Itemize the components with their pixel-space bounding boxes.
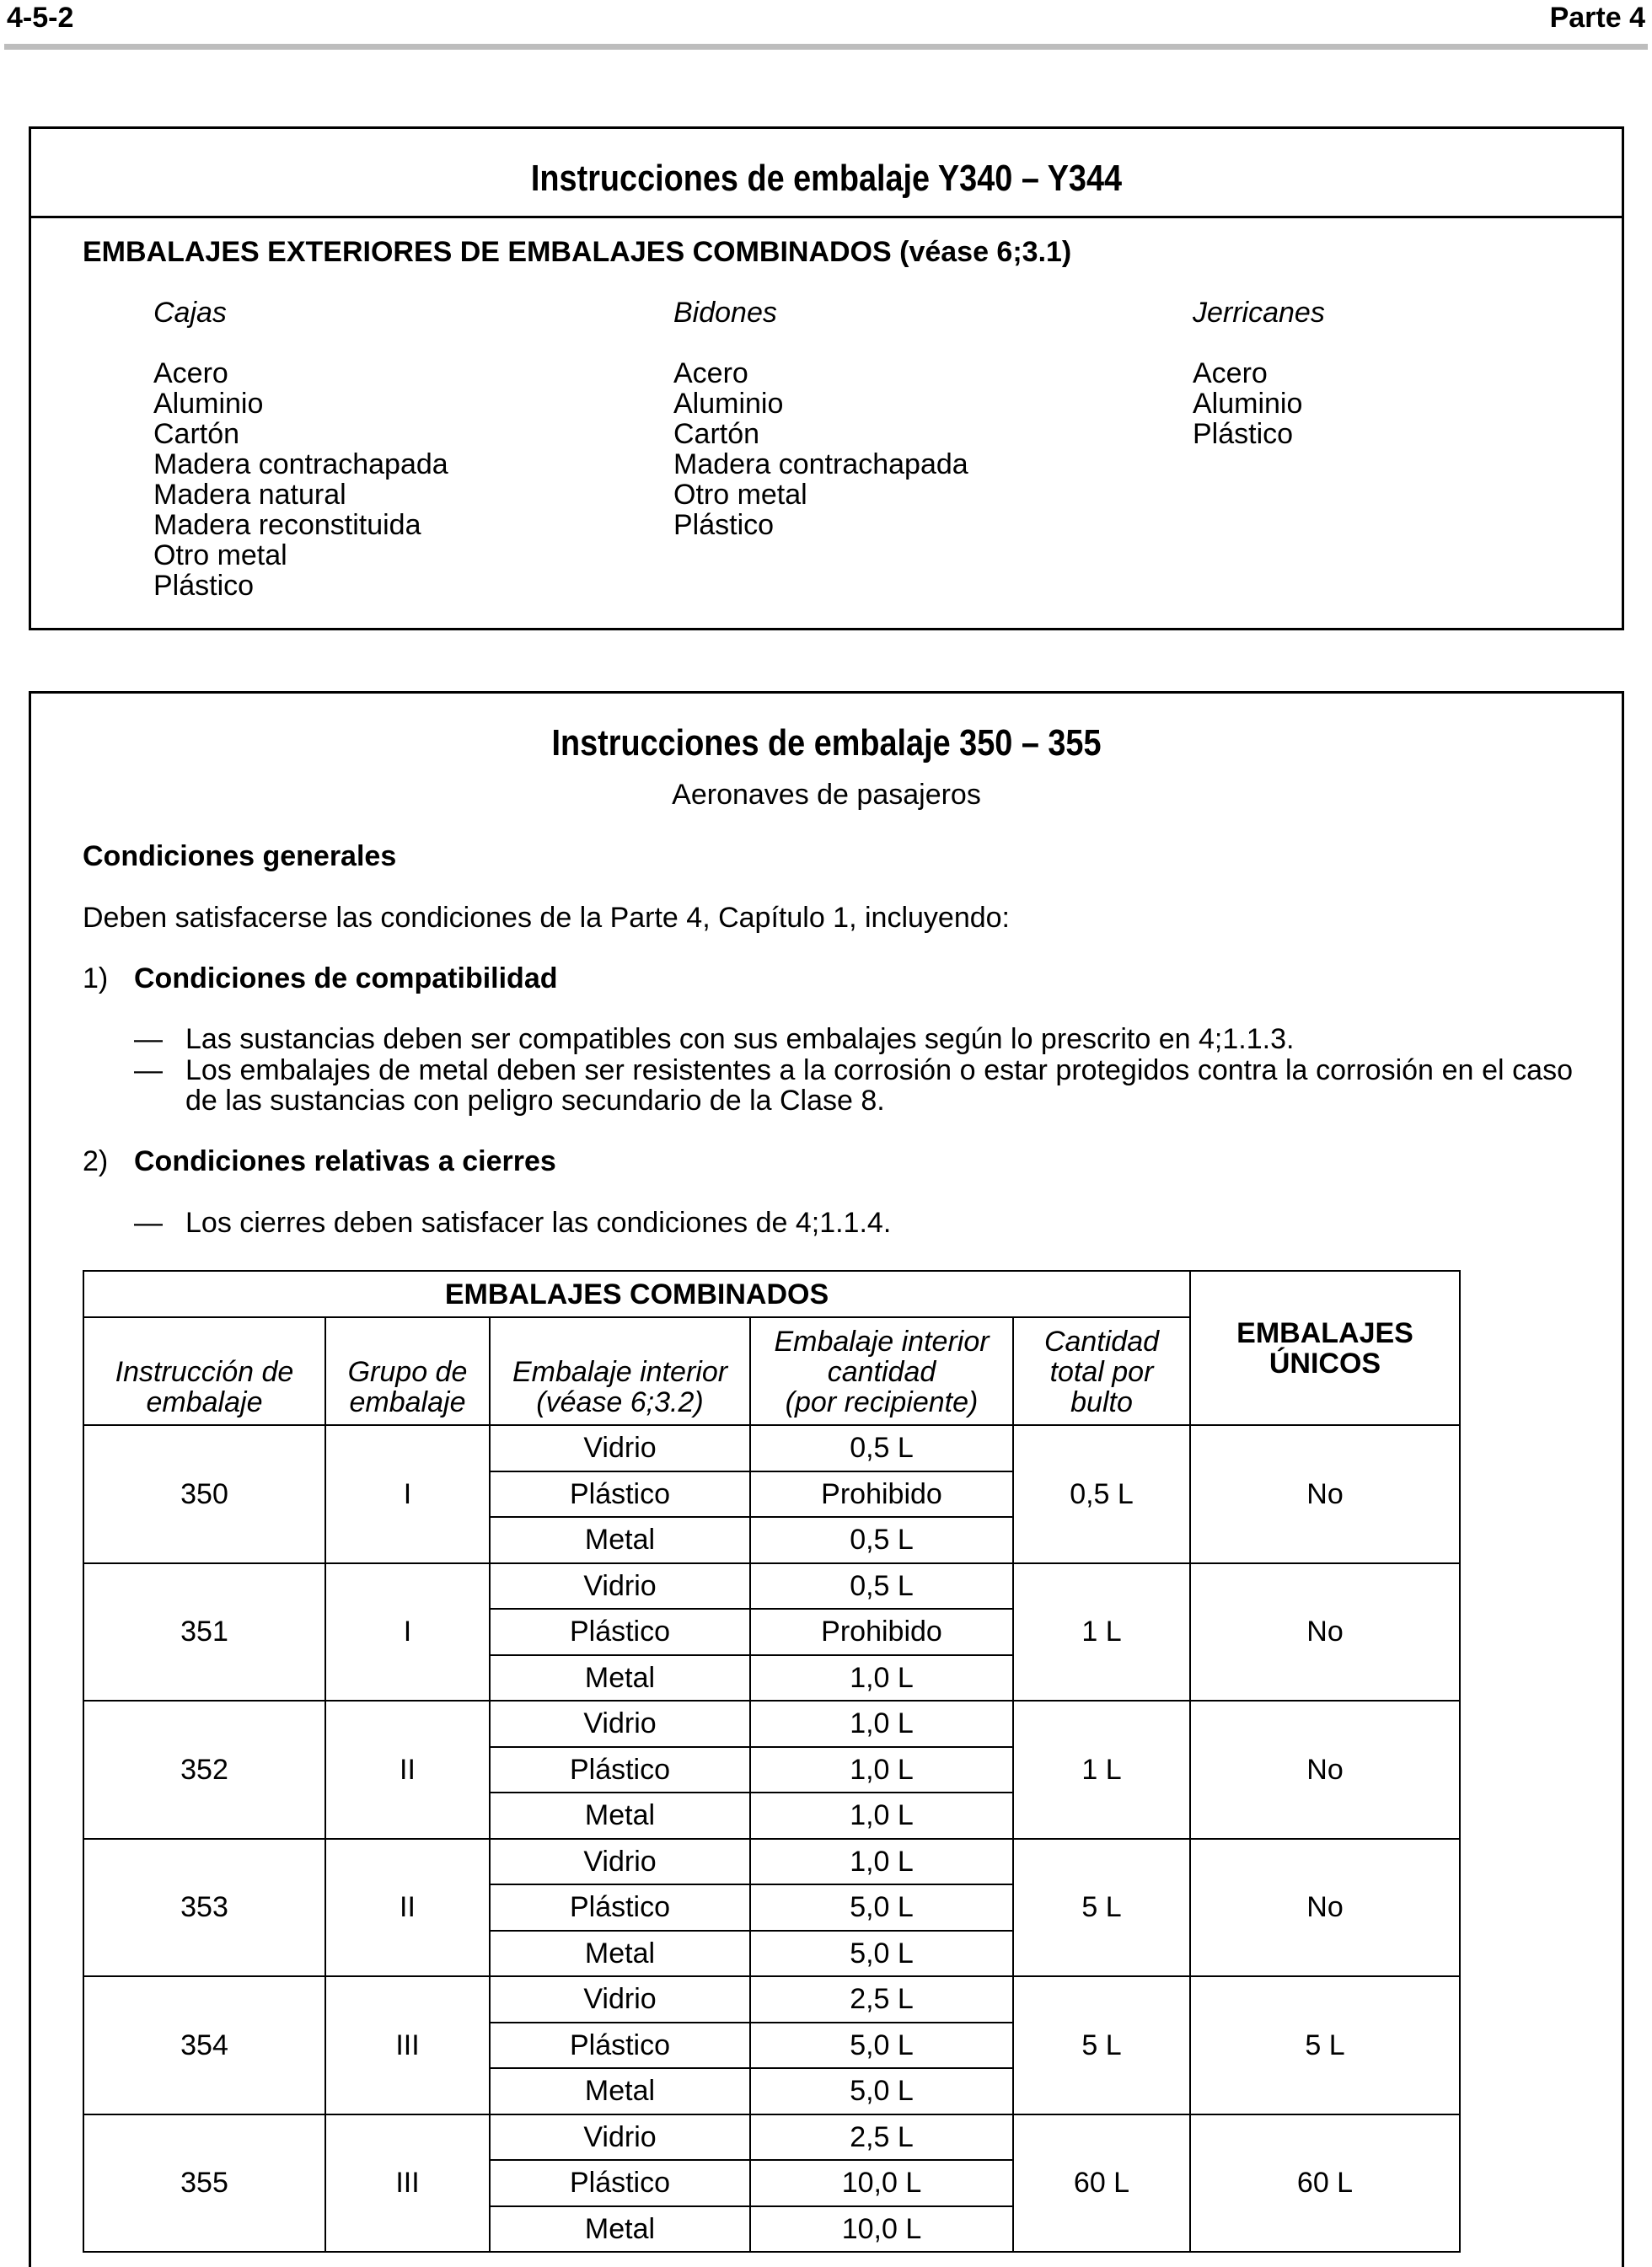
header-line: Embalaje interior [512, 1356, 728, 1388]
column-heading: Cajas [153, 297, 227, 329]
instruction-cell: 353 [83, 1839, 325, 1977]
total-quantity-cell: 60 L [1013, 2114, 1190, 2253]
header-line: cantidad [827, 1356, 936, 1388]
bullet-item [134, 1208, 1573, 1238]
table-row [83, 1425, 1460, 1471]
header-line: bulto [1070, 1386, 1133, 1418]
box2-title: Instrucciones de embalaje 350 – 355 [551, 722, 1102, 764]
group-cell: II [325, 1839, 490, 1977]
dash-bullet: — [134, 1023, 163, 1055]
inner-packaging-cell: Metal [490, 1793, 750, 1839]
header-rule [4, 44, 1648, 50]
inner-packaging-cell: Metal [490, 2206, 750, 2253]
column-heading: Bidones [673, 297, 777, 329]
instruction-cell: 352 [83, 1701, 325, 1839]
section-number: 1) [83, 962, 109, 994]
instruction-cell: 350 [83, 1425, 325, 1563]
col-header-interior [490, 1317, 750, 1425]
instruction-cell: 354 [83, 1976, 325, 2114]
table-row [83, 1976, 1460, 2023]
inner-quantity-cell: 1,0 L [750, 1839, 1013, 1885]
group-cell: III [325, 2114, 490, 2253]
inner-quantity-cell: 5,0 L [750, 1884, 1013, 1931]
inner-quantity-cell: 1,0 L [750, 1793, 1013, 1839]
inner-quantity-cell: Prohibido [750, 1471, 1013, 1518]
bullet-item [134, 1055, 1573, 1116]
col-header-grupo [325, 1317, 490, 1425]
inner-packaging-cell: Vidrio [490, 1701, 750, 1747]
total-quantity-cell: 5 L [1013, 1839, 1190, 1977]
table-body [83, 1425, 1460, 2252]
column-bidones [673, 297, 968, 540]
header-line: (por recipiente) [785, 1386, 979, 1418]
col-header-instr [83, 1317, 325, 1425]
inner-quantity-cell: 0,5 L [750, 1563, 1013, 1610]
list-item: Cartón [673, 418, 760, 450]
list-item: Acero [1193, 357, 1268, 389]
combined-header: EMBALAJES COMBINADOS [83, 1271, 1190, 1317]
inner-quantity-cell: 0,5 L [750, 1425, 1013, 1471]
inner-packaging-cell: Metal [490, 2068, 750, 2114]
header-line: embalaje [146, 1386, 263, 1418]
list-item: Madera contrachapada [153, 448, 448, 480]
inner-packaging-cell: Vidrio [490, 1976, 750, 2023]
single-packaging-cell: No [1190, 1701, 1460, 1839]
table-row [83, 1563, 1460, 1610]
single-packaging-cell: No [1190, 1425, 1460, 1563]
inner-packaging-cell: Vidrio [490, 1563, 750, 1610]
single-packaging-cell: No [1190, 1563, 1460, 1702]
group-cell: I [325, 1425, 490, 1563]
header-line: Grupo de [347, 1356, 468, 1388]
list-item: Aluminio [153, 388, 264, 420]
list-item: Cartón [153, 418, 240, 450]
list-item: Aluminio [1193, 388, 1303, 420]
inner-quantity-cell: 5,0 L [750, 2023, 1013, 2069]
page-header [7, 0, 1645, 40]
inner-packaging-cell: Metal [490, 1517, 750, 1563]
section-number: 2) [83, 1145, 109, 1177]
table-row [83, 1839, 1460, 1885]
total-quantity-cell: 1 L [1013, 1701, 1190, 1839]
inner-quantity-cell: 10,0 L [750, 2160, 1013, 2206]
column-jerricanes [1193, 297, 1325, 449]
header-line: Cantidad [1043, 1326, 1160, 1358]
inner-packaging-cell: Vidrio [490, 2114, 750, 2161]
inner-quantity-cell: 0,5 L [750, 1517, 1013, 1563]
box1-subtitle: EMBALAJES EXTERIORES DE EMBALAJES COMBINADOS (véase 6;3.1) [83, 236, 1072, 268]
header-line: total por [1049, 1356, 1154, 1388]
list-item: Aluminio [673, 388, 784, 420]
packing-box-y340 [29, 126, 1624, 630]
inner-quantity-cell: 5,0 L [750, 2068, 1013, 2114]
bullet-item [134, 1024, 1573, 1054]
general-conditions-text: Deben satisfacerse las condiciones de la Parte 4, Capítulo 1, incluyendo: [83, 902, 1010, 934]
inner-quantity-cell: 10,0 L [750, 2206, 1013, 2253]
header-line: Embalaje interior [774, 1326, 990, 1358]
table-row [83, 2114, 1460, 2161]
bullet-text: Los embalajes de metal deben ser resistentes a la corrosión o estar protegidos contra la corrosión en el caso de las sustancias con peligro secundario de la Clase 8. [185, 1054, 1573, 1117]
inner-packaging-cell: Plástico [490, 2160, 750, 2206]
header-line: ÚNICOS [1268, 1347, 1381, 1380]
col-header-total [1013, 1317, 1190, 1425]
inner-quantity-cell: Prohibido [750, 1609, 1013, 1655]
inner-quantity-cell: 5,0 L [750, 1931, 1013, 1977]
header-line: EMBALAJES [1236, 1316, 1413, 1349]
single-header [1190, 1271, 1460, 1425]
table-row [83, 1701, 1460, 1747]
list-item: Plástico [153, 570, 255, 602]
list-item: Madera natural [153, 479, 346, 511]
single-packaging-cell: No [1190, 1839, 1460, 1977]
inner-packaging-cell: Metal [490, 1931, 750, 1977]
inner-quantity-cell: 1,0 L [750, 1701, 1013, 1747]
box1-title-rule [31, 216, 1622, 218]
packing-box-350 [29, 691, 1624, 2267]
inner-packaging-cell: Plástico [490, 1609, 750, 1655]
inner-quantity-cell: 1,0 L [750, 1655, 1013, 1702]
single-packaging-cell: 60 L [1190, 2114, 1460, 2253]
instruction-cell: 351 [83, 1563, 325, 1702]
col-header-cantidad [750, 1317, 1013, 1425]
column-cajas [153, 297, 448, 601]
list-item: Acero [153, 357, 228, 389]
header-line: embalaje [349, 1386, 466, 1418]
list-item: Plástico [1193, 418, 1294, 450]
list-item: Otro metal [673, 479, 807, 511]
list-item: Acero [673, 357, 748, 389]
inner-packaging-cell: Plástico [490, 1884, 750, 1931]
inner-packaging-cell: Plástico [490, 1747, 750, 1793]
table-header-row [83, 1271, 1460, 1317]
total-quantity-cell: 0,5 L [1013, 1425, 1190, 1563]
inner-quantity-cell: 1,0 L [750, 1747, 1013, 1793]
bullet-text: Las sustancias deben ser compatibles con sus embalajes según lo prescrito en 4;1.1.3. [185, 1023, 1295, 1055]
total-quantity-cell: 1 L [1013, 1563, 1190, 1702]
box1-title: Instrucciones de embalaje Y340 – Y344 [530, 158, 1123, 199]
inner-quantity-cell: 2,5 L [750, 1976, 1013, 2023]
list-item: Otro metal [153, 539, 287, 571]
dash-bullet: — [134, 1054, 163, 1086]
group-cell: II [325, 1701, 490, 1839]
list-item: Plástico [673, 509, 775, 541]
single-packaging-cell: 5 L [1190, 1976, 1460, 2114]
header-line: (véase 6;3.2) [536, 1386, 704, 1418]
inner-packaging-cell: Vidrio [490, 1839, 750, 1885]
instruction-cell: 355 [83, 2114, 325, 2253]
list-item: Madera contrachapada [673, 448, 968, 480]
section-title: Condiciones de compatibilidad [134, 962, 558, 994]
total-quantity-cell: 5 L [1013, 1976, 1190, 2114]
inner-packaging-cell: Plástico [490, 2023, 750, 2069]
bullet-text: Los cierres deben satisfacer las condiciones de 4;1.1.4. [185, 1207, 892, 1239]
box2-subtitle: Aeronaves de pasajeros [672, 779, 981, 811]
general-conditions-heading: Condiciones generales [83, 840, 397, 872]
inner-quantity-cell: 2,5 L [750, 2114, 1013, 2161]
group-cell: I [325, 1563, 490, 1702]
page-number: 4-5-2 [7, 2, 74, 34]
header-line: Instrucción de [115, 1356, 294, 1388]
inner-packaging-cell: Vidrio [490, 1425, 750, 1471]
group-cell: III [325, 1976, 490, 2114]
dash-bullet: — [134, 1207, 163, 1239]
section-title: Condiciones relativas a cierres [134, 1145, 556, 1177]
inner-packaging-cell: Metal [490, 1655, 750, 1702]
packing-table [83, 1270, 1461, 2253]
column-heading: Jerricanes [1193, 297, 1325, 329]
list-item: Madera reconstituida [153, 509, 421, 541]
part-label: Parte 4 [1549, 2, 1645, 34]
inner-packaging-cell: Plástico [490, 1471, 750, 1518]
